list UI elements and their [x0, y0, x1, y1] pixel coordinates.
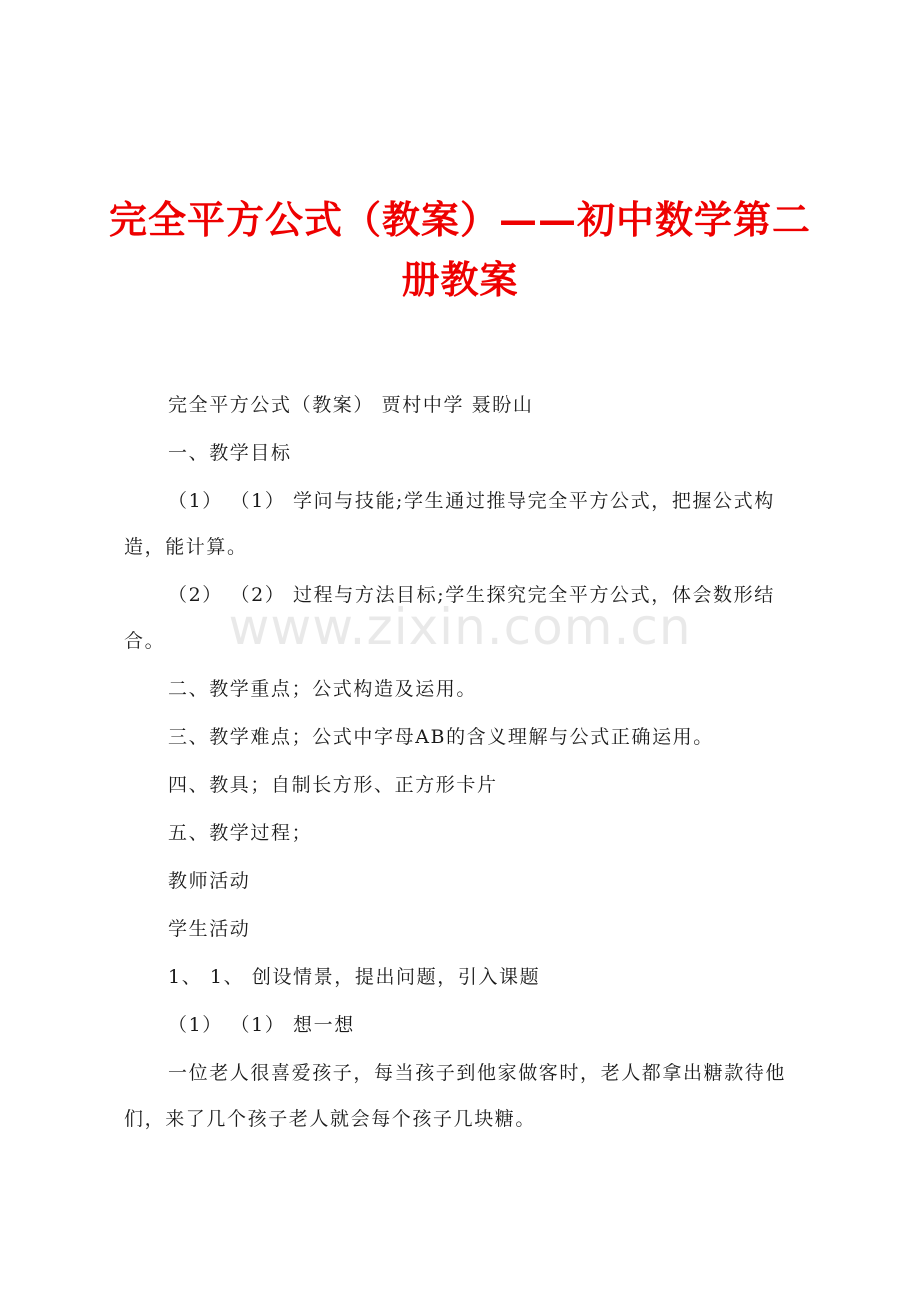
paragraph-header-line: 完全平方公式（教案） 贾村中学 聂盼山 — [168, 394, 534, 416]
paragraph-goal-1: （1） （1） 学问与技能;学生通过推导完全平方公式，把握公式构造，能计算。 — [124, 490, 775, 558]
paragraph-story: 一位老人很喜爱孩子，每当孩子到他家做客时，老人都拿出糖款待他们，来了几个孩子老人就会每个孩子几块糖。 — [124, 1062, 787, 1130]
paragraph-difficulties: 三、教学难点；公式中字母AB的含义理解与公式正确运用。 — [168, 726, 714, 748]
paragraph-teaching-process: 五、教学过程； — [168, 822, 313, 844]
paragraph-think: （1） （1） 想一想 — [168, 1014, 355, 1036]
watermark: www.zixin.com.cn — [228, 598, 692, 656]
paragraph-teaching-aids: 四、教具；自制长方形、正方形卡片 — [168, 774, 498, 796]
paragraph-student-activity: 学生活动 — [168, 918, 251, 940]
paragraph-teaching-goals: 一、教学目标 — [168, 442, 292, 464]
paragraph-teacher-activity: 教师活动 — [168, 870, 251, 892]
paragraph-goal-2: （2） （2） 过程与方法目标;学生探究完全平方公式，体会数形结合。 — [124, 584, 775, 652]
paragraph-key-points: 二、教学重点；公式构造及运用。 — [168, 678, 478, 700]
document-body — [124, 382, 808, 1142]
paragraph-step-1: 1、 1、 创设情景，提出问题，引入课题 — [168, 966, 541, 988]
document-title: 完全平方公式（教案）——初中数学第二册教案 — [108, 197, 811, 302]
